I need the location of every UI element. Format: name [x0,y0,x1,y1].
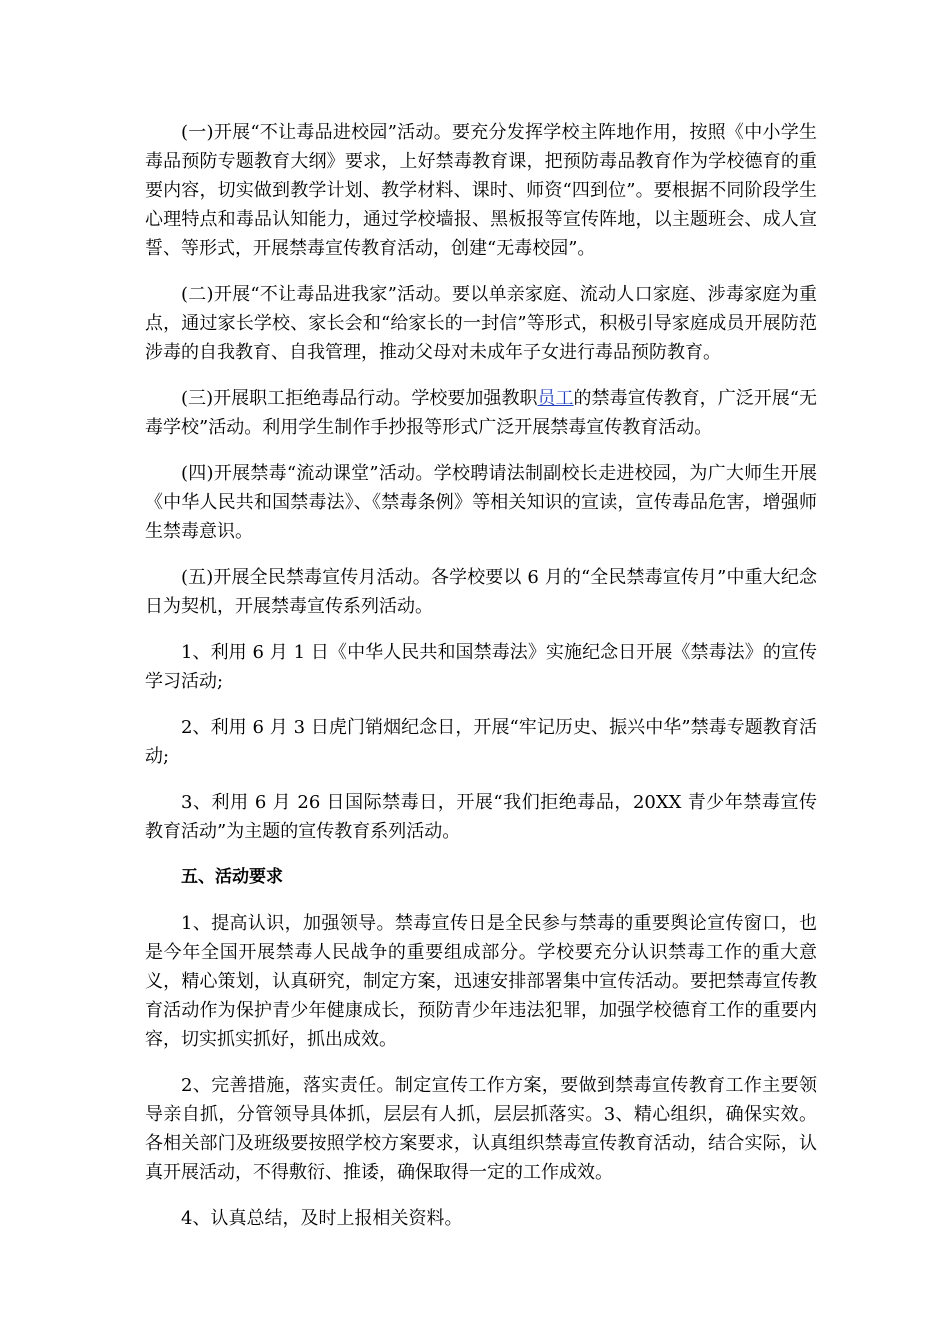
staff-link[interactable]: 员工 [537,388,574,409]
requirement-summary: 4、认真总结，及时上报相关资料。 [181,1208,463,1229]
paragraph-family-activity: (二)开展“不让毒品进我家”活动。要以单亲家庭、流动人口家庭、涉毒家庭为重点，通过家长学校、家长会和“给家长的一封信”等形式，积极引导家庭成员开展防范涉毒的自我教育、自我管理，推动父母对未成年子女进行毒品预防教育。 [145,284,817,363]
paragraph-mobile-classroom: (四)开展禁毒“流动课堂”活动。学校聘请法制副校长走进校园，为广大师生开展《中华人民共和国禁毒法》、《禁毒条例》等相关知识的宣读，宣传毒品危害，增强师生禁毒意识。 [145,463,817,542]
requirement-measures: 2、完善措施，落实责任。制定宣传工作方案，要做到禁毒宣传教育工作主要领导亲自抓，分管领导具体抓，层层有人抓，层层抓落实。3、精心组织，确保实效。各相关部门及班级要按照学校方案要求，认真组织禁毒宣传教育活动，结合实际，认真开展活动，不得敷衍、推诿，确保取得一定的工作成效。 [145,1075,817,1183]
paragraph-campus-activity: (一)开展“不让毒品进校园”活动。要充分发挥学校主阵地作用，按照《中小学生毒品预防专题教育大纲》要求，上好禁毒教育课，把预防毒品教育作为学校德育的重要内容，切实做到教学计划、教学材料、课时、师资“四到位”。要根据不同阶段学生心理特点和毒品认知能力，通过学校墙报、黑板报等宣传阵地，以主题班会、成人宣誓、等形式，开展禁毒宣传教育活动，创建“无毒校园”。 [145,122,817,259]
requirement-awareness: 1、提高认识，加强领导。禁毒宣传日是全民参与禁毒的重要舆论宣传窗口，也是今年全国开展禁毒人民战争的重要组成部分。学校要充分认识禁毒工作的重大意义，精心策划，认真研究，制定方案，迅速安排部署集中宣传活动。要把禁毒宣传教育活动作为保护青少年健康成长，预防青少年违法犯罪，加强学校德育工作的重要内容，切实抓实抓好，抓出成效。 [145,913,817,1050]
list-item-june-26: 3、利用 6 月 26 日国际禁毒日，开展“我们拒绝毒品，20XX 青少年禁毒宣传教育活动”为主题的宣传教育系列活动。 [145,792,817,842]
list-item-june-3: 2、利用 6 月 3 日虎门销烟纪念日，开展“牢记历史、振兴中华”禁毒专题教育活动; [145,717,817,767]
paragraph-staff-text-after: 的禁毒宣传教育，广泛开展“无毒学校”活动。利用学生制作手抄报等形式广泛开展禁毒宣传教育活动。 [145,388,818,438]
list-item-june-1: 1、利用 6 月 1 日《中华人民共和国禁毒法》实施纪念日开展《禁毒法》的宣传学习活动; [145,642,817,692]
paragraph-publicity-month: (五)开展全民禁毒宣传月活动。各学校要以 6 月的“全民禁毒宣传月”中重大纪念日为契机，开展禁毒宣传系列活动。 [145,567,817,617]
paragraph-staff-activity [145,384,817,442]
document-page [145,118,817,1250]
section-heading-requirements: 五、活动要求 [181,867,283,887]
paragraph-staff-text-before: (三)开展职工拒绝毒品行动。学校要加强教职 [181,388,538,409]
